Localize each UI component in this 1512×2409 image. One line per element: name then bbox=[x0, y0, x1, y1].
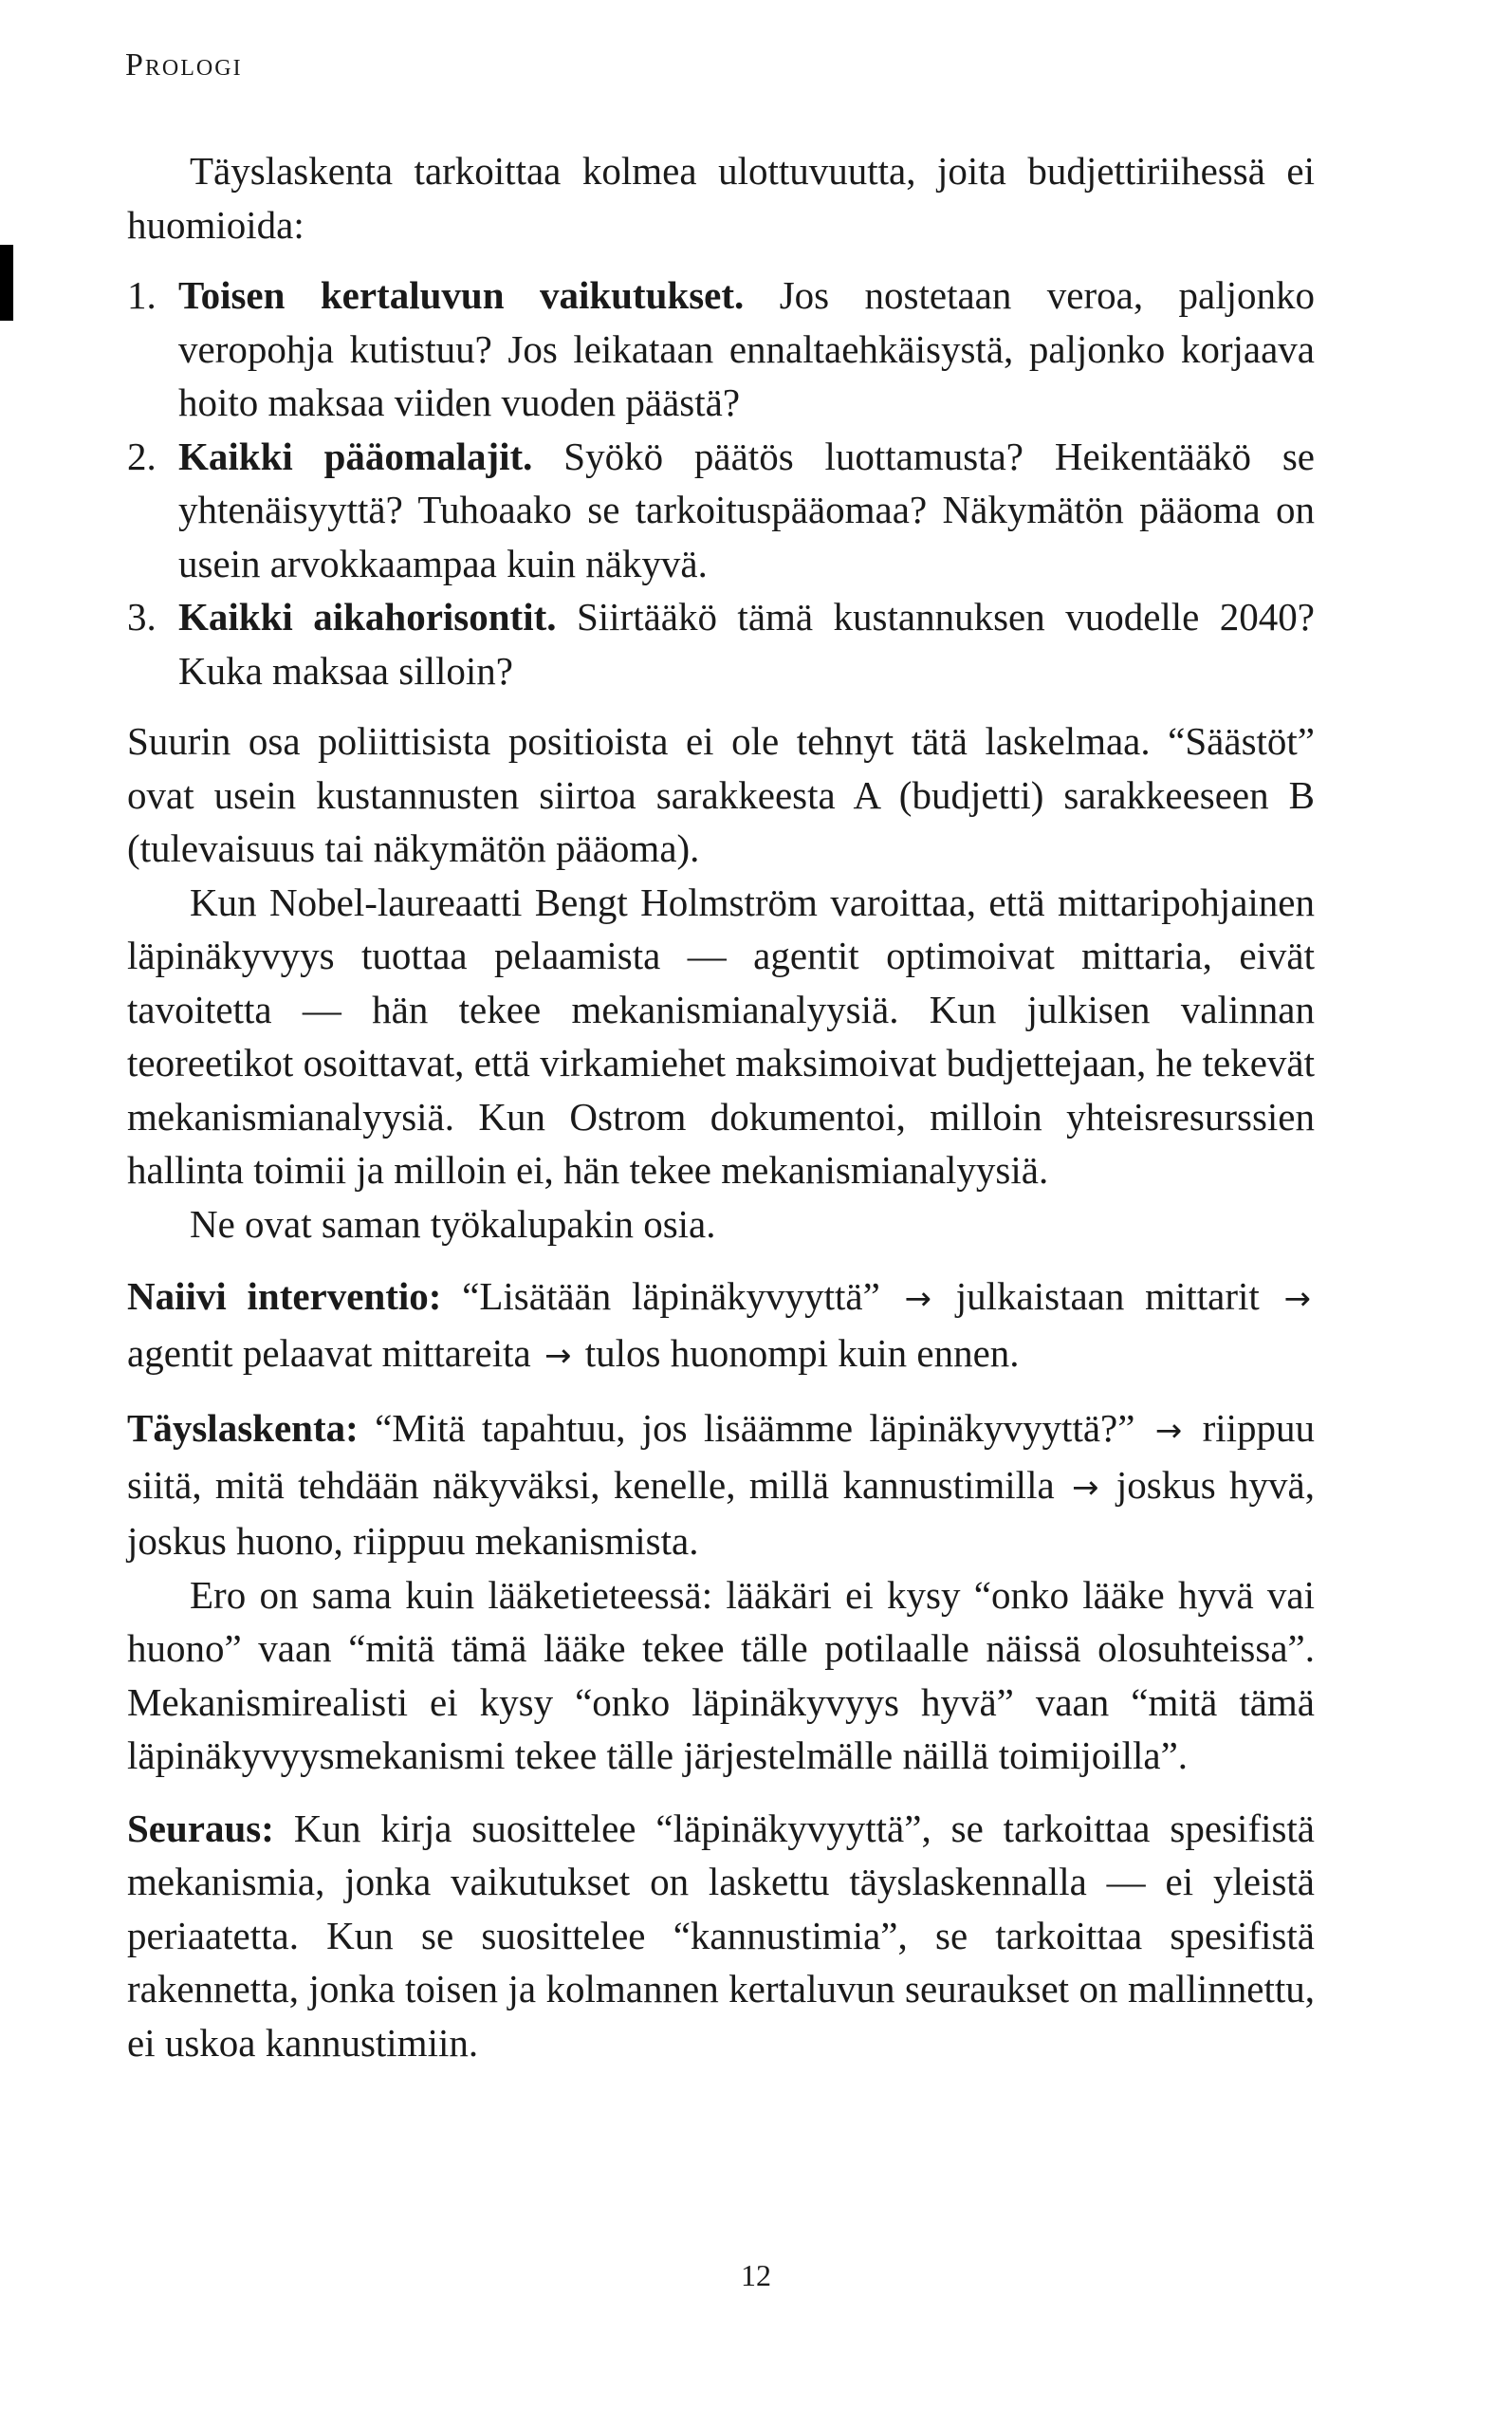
running-head: Prologi bbox=[125, 47, 243, 83]
consequence-text: Kun kirja suosittelee “läpinäkyvyyttä”, se tarkoittaa spesifistä mekanismia, jonka vaikutukset on laskettu täyslaskennalla — ei yleistä periaatetta. Kun se suosittelee “kannustimia”, se tarkoittaa spesifistä rakennetta, jonka toisen ja kolmannen kertaluvun seuraukset on mallinnettu, ei uskoa kannustimiin. bbox=[127, 1806, 1316, 2065]
list-item-number: 1. bbox=[127, 273, 157, 317]
body-paragraph: Kun Nobel-laureaatti Bengt Holmström varoittaa, että mittaripohjainen läpinäkyvyys tuottaa pelaamista — agentit optimoivat mittaria, eivät tavoitetta — hän tekee mekanismianalyysiä. Kun julkisen valinnan teoreetikot osoittavat, että virkamiehet maksimoivat budjettejaan, he tekevät mekanismianalyysiä. Kun Ostrom dokumentoi, milloin yhteisresurssien hallinta toimii ja milloin ei, hän tekee mekanismianalyysiä. bbox=[127, 880, 1315, 1192]
naive-intervention bbox=[127, 1269, 1315, 1382]
naive-step: “Lisätään läpinäkyvyyttä” bbox=[462, 1274, 880, 1318]
list-item-text: Siirtääkö tämä kustannuksen vuodelle 2040? Kuka maksaa silloin? bbox=[178, 595, 1316, 693]
naive-label: Naiivi interventio: bbox=[127, 1274, 442, 1318]
list-item-title: Kaikki pääomalajit. bbox=[178, 434, 533, 478]
list-item bbox=[127, 269, 1315, 430]
arrow-icon: → bbox=[1283, 1280, 1312, 1318]
list-item-number: 3. bbox=[127, 595, 157, 639]
list-item bbox=[127, 590, 1315, 697]
naive-step: julkaistaan mittarit bbox=[955, 1274, 1260, 1318]
list-item bbox=[127, 430, 1315, 591]
page-number: 12 bbox=[741, 2258, 771, 2292]
arrow-icon: → bbox=[1072, 1468, 1099, 1507]
list-item-text: Syökö päätös luottamusta? Heikentääkö se yhtenäisyyttä? Tuhoaako se tarkoituspääomaa? Näkymätön pääoma on usein arvokkaampaa kuin näkyvä. bbox=[178, 434, 1316, 585]
change-bar bbox=[0, 245, 13, 321]
intro-paragraph: Täyslaskenta tarkoittaa kolmea ulottuvuutta, joita budjettiriihessä ei huomioida: bbox=[127, 149, 1315, 247]
body-paragraph: Suurin osa poliittisista positioista ei ole tehnyt tätä laskelmaa. “Säästöt” ovat usein kustannusten siirtoa sarakkeesta A (budjetti) sarakkeeseen B (tulevaisuus tai näkymätön pääoma). bbox=[127, 719, 1315, 870]
list-item-title: Kaikki aikahorisontit. bbox=[178, 595, 557, 639]
consequence bbox=[127, 1802, 1315, 2070]
full-label: Täyslaskenta: bbox=[127, 1406, 359, 1450]
arrow-icon: → bbox=[904, 1280, 932, 1318]
arrow-icon: → bbox=[1154, 1412, 1183, 1450]
list-item-text: Jos nostetaan veroa, paljonko veropohja kutistuu? Jos leikataan ennaltaehkäisystä, paljonko korjaava hoito maksaa viiden vuoden päästä? bbox=[178, 273, 1315, 424]
page-content bbox=[127, 144, 1315, 2069]
naive-step: agentit pelaavat mittareita bbox=[127, 1330, 531, 1375]
dimension-list bbox=[127, 269, 1315, 697]
full-step: “Mitä tapahtuu, jos lisäämme läpinäkyvyyttä?” bbox=[375, 1406, 1135, 1450]
body-paragraph: Ne ovat saman työkalupakin osia. bbox=[190, 1201, 716, 1246]
arrow-icon: → bbox=[544, 1336, 572, 1375]
consequence-label: Seuraus: bbox=[127, 1806, 274, 1850]
full-step: joskus hyvä, joskus huono, riippuu mekanismista. bbox=[127, 1462, 1315, 1563]
full-accounting bbox=[127, 1401, 1315, 1568]
naive-step: tulos huonompi kuin ennen. bbox=[584, 1330, 1020, 1375]
list-item-title: Toisen kertaluvun vaikutukset. bbox=[178, 273, 745, 317]
list-item-number: 2. bbox=[127, 434, 157, 478]
body-paragraph: Ero on sama kuin lääketieteessä: lääkäri ei kysy “onko lääke hyvä vai huono” vaan “mitä tämä lääke tekee tälle potilaalle näissä olosuhteissa”. Mekanismirealisti ei kysy “onko läpinäkyvyys hyvä” vaan “mitä tämä läpinäkyvyysmekanismi tekee tälle järjestelmälle näillä toimijoilla”. bbox=[127, 1572, 1315, 1777]
full-step: riippuu siitä, mitä tehdään näkyväksi, kenelle, millä kannustimilla bbox=[127, 1406, 1316, 1507]
